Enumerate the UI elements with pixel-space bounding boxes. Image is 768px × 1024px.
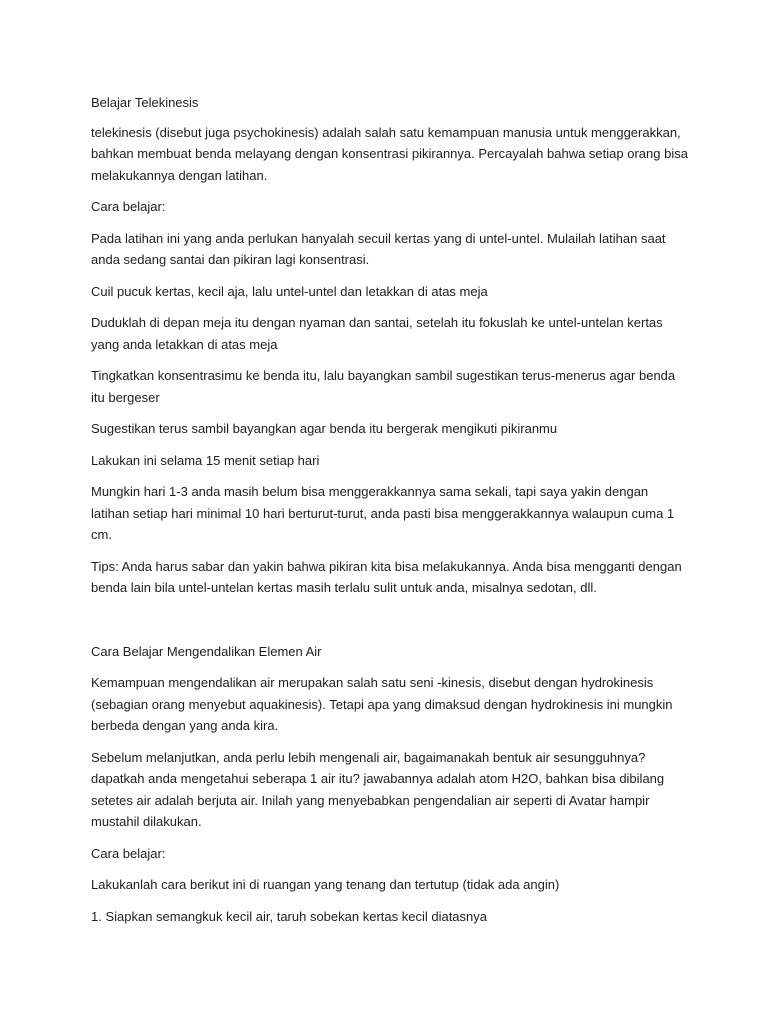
paragraph-telekinesis-intro: telekinesis (disebut juga psychokinesis) adalah salah satu kemampuan manusia untuk menggerakkan, bahkan membuat benda melayang dengan konsentrasi pikirannya. Percayalah bahwa setiap orang bisa melakukannya dengan latihan. bbox=[91, 124, 688, 183]
heading-cara-belajar-2: Cara belajar: bbox=[91, 845, 166, 861]
paragraph-step: Duduklah di depan meja itu dengan nyaman dan santai, setelah itu fokuslah ke untel-untelan kertas yang anda letakkan di atas meja bbox=[91, 315, 663, 352]
section-title-telekinesis: Belajar Telekinesis bbox=[91, 95, 199, 110]
paragraph-step: Tingkatkan konsentrasimu ke benda itu, lalu bayangkan sambil sugestikan terus-menerus agar benda itu bergeser bbox=[91, 368, 676, 405]
paragraph-hydrokinesis-intro: Kemampuan mengendalikan air merupakan salah satu seni -kinesis, disebut dengan hydrokinesis (sebagian orang menyebut aquakinesis). Tetapi apa yang dimaksud dengan hydrokinesis ini mungkin berbeda dengan yang anda kira. bbox=[91, 675, 673, 733]
paragraph-step: Mungkin hari 1-3 anda masih belum bisa menggerakkannya sama sekali, tapi saya yakin dengan latihan setiap hari minimal 10 hari berturut-turut, anda pasti bisa menggerakkannya walaupun cuma 1 cm. bbox=[91, 484, 675, 542]
paragraph-step: Lakukan ini selama 15 menit setiap hari bbox=[91, 452, 320, 468]
paragraph-setup: Lakukanlah cara berikut ini di ruangan yang tenang dan tertutup (tidak ada angin) bbox=[91, 877, 560, 892]
paragraph-step: Sugestikan terus sambil bayangkan agar benda itu bergerak mengikuti pikiranmu bbox=[91, 421, 558, 436]
paragraph-step: Pada latihan ini yang anda perlukan hanyalah secuil kertas yang di untel-untel. Mulailah latihan saat anda sedang santai dan pikiran lagi konsentrasi. bbox=[91, 230, 666, 267]
heading-cara-belajar: Cara belajar: bbox=[91, 199, 166, 214]
section-title-elemen-air: Cara Belajar Mengendalikan Elemen Air bbox=[91, 643, 322, 659]
paragraph-tips: Tips: Anda harus sabar dan yakin bahwa pikiran kita bisa melakukannya. Anda bisa mengganti dengan benda lain bila untel-untelan kertas masih terlalu sulit untuk anda, misalnya sedotan, dll. bbox=[91, 558, 682, 595]
paragraph-step: Cuil pucuk kertas, kecil aja, lalu untel-untel dan letakkan di atas meja bbox=[91, 283, 488, 299]
paragraph-about-water: Sebelum melanjutkan, anda perlu lebih mengenali air, bagaimanakah bentuk air sesungguhnya? dapatkah anda mengetahui seberapa 1 air itu? jawabannya adalah atom H2O, bahkan bisa dibilang setetes air adalah berjuta air. Inilah yang menyebabkan pengendalian air seperti di Avatar hampir mustahil dilakukan. bbox=[91, 749, 665, 829]
paragraph-step-1: 1. Siapkan semangkuk kecil air, taruh sobekan kertas kecil diatasnya bbox=[91, 908, 487, 924]
section-spacer bbox=[91, 609, 688, 641]
